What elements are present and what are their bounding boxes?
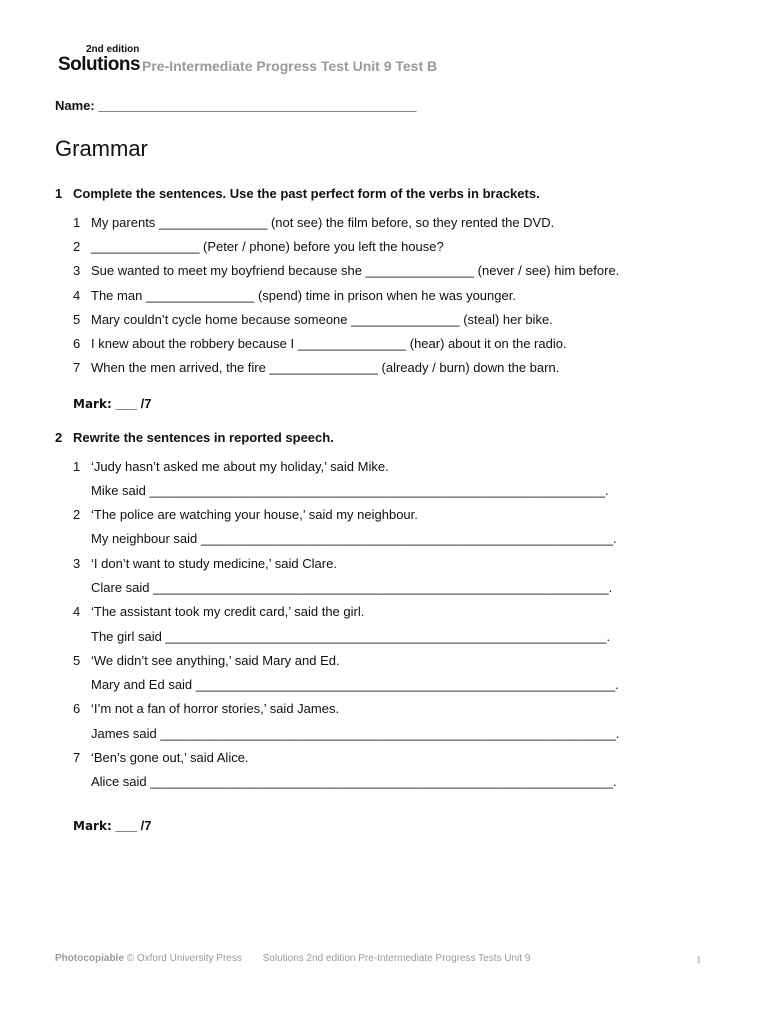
test-subtitle: Pre-Intermediate Progress Test Unit 9 Test B: [142, 58, 438, 74]
item-number: 6: [73, 336, 81, 351]
q2-answer-5: Mary and Ed said __________________________________________________________.: [91, 677, 619, 692]
item-number: 6: [73, 701, 81, 716]
item-quote: ‘I don’t want to study medicine,’ said Clare.: [91, 556, 337, 571]
item-text: When the men arrived, the fire _______________ (already / burn) down the barn.: [91, 360, 560, 375]
series-label: Solutions 2nd edition Pre-Intermediate Progress Tests Unit 9: [262, 953, 531, 964]
q2-item-2: [73, 507, 418, 522]
question-number: 2: [55, 430, 63, 445]
brand-logo: Solutions: [58, 54, 141, 75]
item-number: 1: [73, 459, 81, 474]
q1-item-4: [73, 288, 516, 303]
item-quote: ‘We didn’t see anything,’ said Mary and Ed.: [91, 653, 340, 668]
mark-value: ___ /7: [115, 818, 152, 833]
q1-item-1: [73, 215, 554, 230]
q2-item-3: [73, 556, 337, 571]
item-number: 7: [73, 360, 81, 375]
page-footer: [55, 953, 530, 964]
q2-answer-3: Clare said _______________________________________________________________.: [91, 580, 613, 595]
item-text: _______________ (Peter / phone) before you left the house?: [91, 239, 444, 254]
name-line: Name: ____________________________________________: [55, 98, 417, 113]
q1-item-7: [73, 360, 559, 375]
q1-mark: [73, 396, 152, 411]
item-text: Sue wanted to meet my boyfriend because she _______________ (never / see) him before.: [91, 263, 620, 278]
item-number: 3: [73, 263, 81, 278]
item-quote: ‘The assistant took my credit card,’ said the girl.: [91, 604, 365, 619]
item-quote: ‘Ben’s gone out,’ said Alice.: [91, 750, 249, 765]
item-text: Mary couldn’t cycle home because someone _______________ (steal) her bike.: [91, 312, 553, 327]
q2-answer-7: Alice said ________________________________________________________________.: [91, 774, 617, 789]
q2-item-5: [73, 653, 340, 668]
q2-item-4: [73, 604, 364, 619]
photocopiable-label: Photocopiable: [55, 953, 124, 964]
question-instruction: Complete the sentences. Use the past perfect form of the verbs in brackets.: [73, 186, 540, 201]
item-number: 4: [73, 604, 81, 619]
q2-answer-2: My neighbour said _________________________________________________________.: [91, 531, 617, 546]
page-number: 1: [696, 954, 702, 966]
q2-item-6: [73, 701, 339, 716]
item-quote: ‘Judy hasn’t asked me about my holiday,’ said Mike.: [91, 459, 389, 474]
item-number: 5: [73, 653, 81, 668]
q2-answer-4: The girl said _____________________________________________________________.: [91, 629, 611, 644]
mark-label: Mark:: [73, 819, 112, 833]
question-instruction: Rewrite the sentences in reported speech.: [73, 430, 334, 445]
q1-item-5: [73, 312, 553, 327]
section-title: Grammar: [55, 136, 148, 161]
q2-answer-1: Mike said _______________________________________________________________.: [91, 483, 609, 498]
publisher-label: © Oxford University Press: [126, 953, 242, 964]
item-number: 7: [73, 750, 81, 765]
mark-value: ___ /7: [115, 396, 152, 411]
q2-answer-6: James said _______________________________________________________________.: [91, 726, 620, 741]
mark-label: Mark:: [73, 397, 112, 411]
item-quote: ‘I’m not a fan of horror stories,’ said James.: [91, 701, 340, 716]
q2-item-7: [73, 750, 249, 765]
item-number: 4: [73, 288, 81, 303]
item-number: 2: [73, 507, 81, 522]
q2-mark: [73, 818, 152, 833]
item-number: 5: [73, 312, 81, 327]
edition-label: 2nd edition: [86, 44, 140, 55]
question-1-heading: [55, 186, 540, 201]
item-number: 2: [73, 239, 81, 254]
item-number: 1: [73, 215, 81, 230]
item-number: 3: [73, 556, 81, 571]
item-text: The man _______________ (spend) time in prison when he was younger.: [91, 288, 516, 303]
question-number: 1: [55, 186, 63, 201]
q1-item-2: [73, 239, 444, 254]
item-text: I knew about the robbery because I _______________ (hear) about it on the radio.: [91, 336, 567, 351]
item-quote: ‘The police are watching your house,’ said my neighbour.: [91, 507, 418, 522]
q1-item-3: [73, 263, 619, 278]
q2-item-1: [73, 459, 389, 474]
question-2-heading: [55, 430, 334, 445]
q1-item-6: [73, 336, 567, 351]
item-text: My parents _______________ (not see) the film before, so they rented the DVD.: [91, 215, 555, 230]
